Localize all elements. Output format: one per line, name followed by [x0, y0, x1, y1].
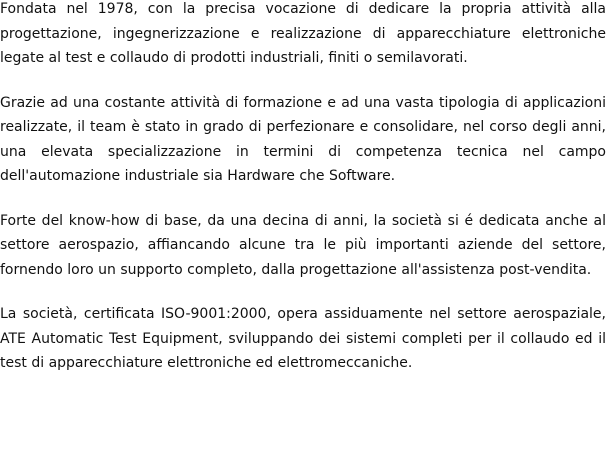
paragraph-aerospace: Forte del know-how di base, da una decina di anni, la società si é dedicata anche al settore aerospazio, affiancando alcune tra le più importanti aziende del settore, fornendo loro un supporto completo, dalla progettazione all'assistenza post-vendita.: [0, 212, 606, 278]
paragraph-expertise: Grazie ad una costante attività di formazione e ad una vasta tipologia di applicazioni realizzate, il team è stato in grado di perfezionare e consolidare, nel corso degli anni, una elevata specializzazione in termini di competenza tecnica nel campo dell'automazione industriale sia Hardware che Software.: [0, 94, 606, 184]
paragraph-founding: Fondata nel 1978, con la precisa vocazione di dedicare la propria attività alla progettazione, ingegnerizzazione e realizzazione di apparecchiature elettroniche legate al test e collaudo di prodotti industriali, finiti o semilavorati.: [0, 1, 606, 66]
paragraph-certification: La società, certificata ISO-9001:2000, opera assiduamente nel settore aerospaziale, ATE Automatic Test Equipment, sviluppando dei sistemi completi per il collaudo ed il test di apparecchiature elettroniche ed elettromeccaniche.: [0, 306, 606, 371]
